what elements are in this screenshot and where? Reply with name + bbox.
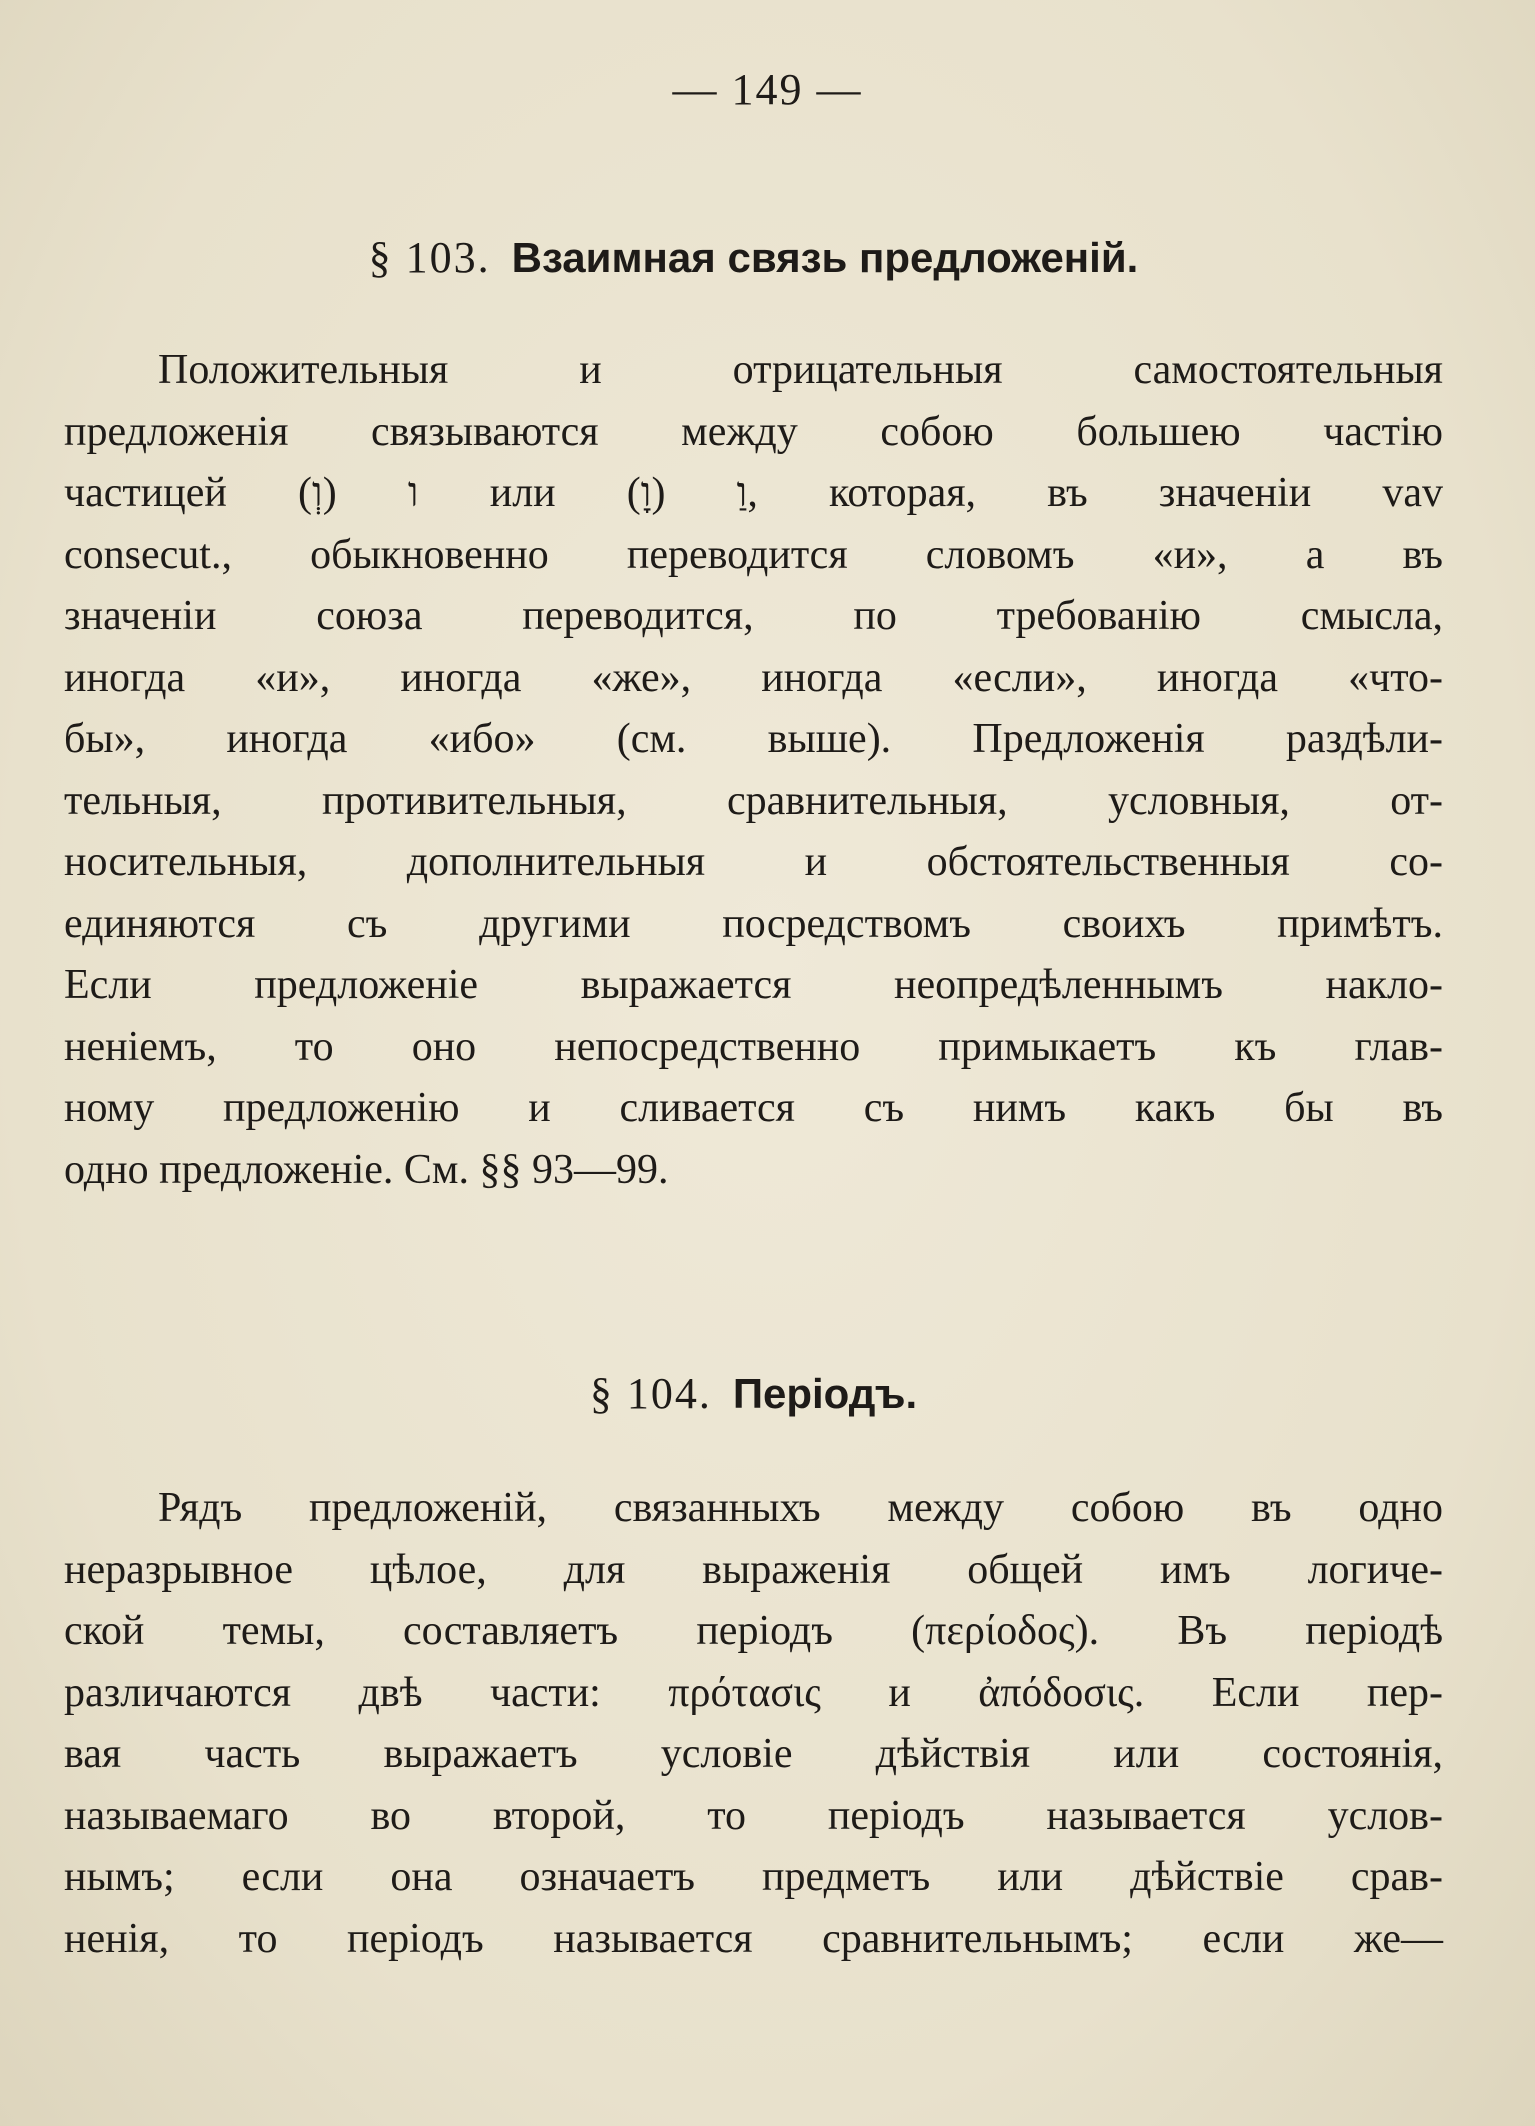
section-104-paragraph [64,1478,1443,1970]
section-104-number: § 104. [589,1369,712,1418]
paragraph-line: носительныя, дополнительныя и обстоятельственныя со- [64,839,1443,885]
paragraph-line: бы», иногда «ибо» (см. выше). Предложенія раздѣли- [64,716,1443,762]
paragraph-line: consecut., обыкновенно переводится словомъ «и», а въ [64,531,1443,578]
section-104-title: Періодъ. [732,1370,918,1417]
section-103-number: § 103. [368,233,491,282]
paragraph-line: иногда «и», иногда «же», иногда «если», иногда «что- [64,654,1443,701]
paragraph-line: различаются двѣ части: πρότασις и ἀπόδοσις. Если пер- [64,1669,1443,1716]
paragraph-line: ному предложенію и сливается съ нимъ какъ бы въ [64,1085,1443,1131]
page-number: — 149 — [672,65,863,114]
paragraph-line: ненія, то періодъ называется сравнительнымъ; если же— [64,1915,1443,1962]
paragraph-line: нымъ; если она означаетъ предметъ или дѣйствіе срав- [64,1854,1443,1900]
paragraph-line: вая часть выражаетъ условіе дѣйствія или состоянія, [64,1731,1443,1777]
section-103-paragraph [64,340,1443,1201]
paragraph-line: Положительныя и отрицательныя самостоятельныя [158,347,1443,393]
paragraph-line: Если предложеніе выражается неопредѣленнымъ накло- [64,962,1443,1008]
paragraph-line: неразрывное цѣлое, для выраженія общей имъ логиче- [64,1546,1443,1593]
paragraph-line: неніемъ, то оно непосредственно примыкаетъ къ глав- [64,1023,1443,1070]
section-104-heading [64,1368,1443,1419]
paragraph-line: единяются съ другими посредствомъ своихъ примѣтъ. [64,900,1443,947]
section-103-heading [64,232,1443,283]
paragraph-line: частицей ו (וְ) или וַ (וָ), которая, въ значеніи vav [64,470,1443,516]
paragraph-line: значеніи союза переводится, по требованію смысла, [64,593,1443,639]
paragraph-line: предложенія связываются между собою большею частію [64,408,1443,455]
section-103-title: Взаимная связь предложеній. [511,234,1139,281]
paragraph-line: Рядъ предложеній, связанныхъ между собою въ одно [158,1485,1443,1531]
paragraph-line: тельныя, противительныя, сравнительныя, условныя, от- [64,777,1443,824]
paragraph-line: называемаго во второй, то періодъ называется услов- [64,1792,1443,1839]
paragraph-line: ской темы, составляетъ періодъ (περίοδος). Въ періодѣ [64,1608,1443,1654]
paragraph-line: одно предложеніе. См. §§ 93—99. [64,1146,669,1193]
